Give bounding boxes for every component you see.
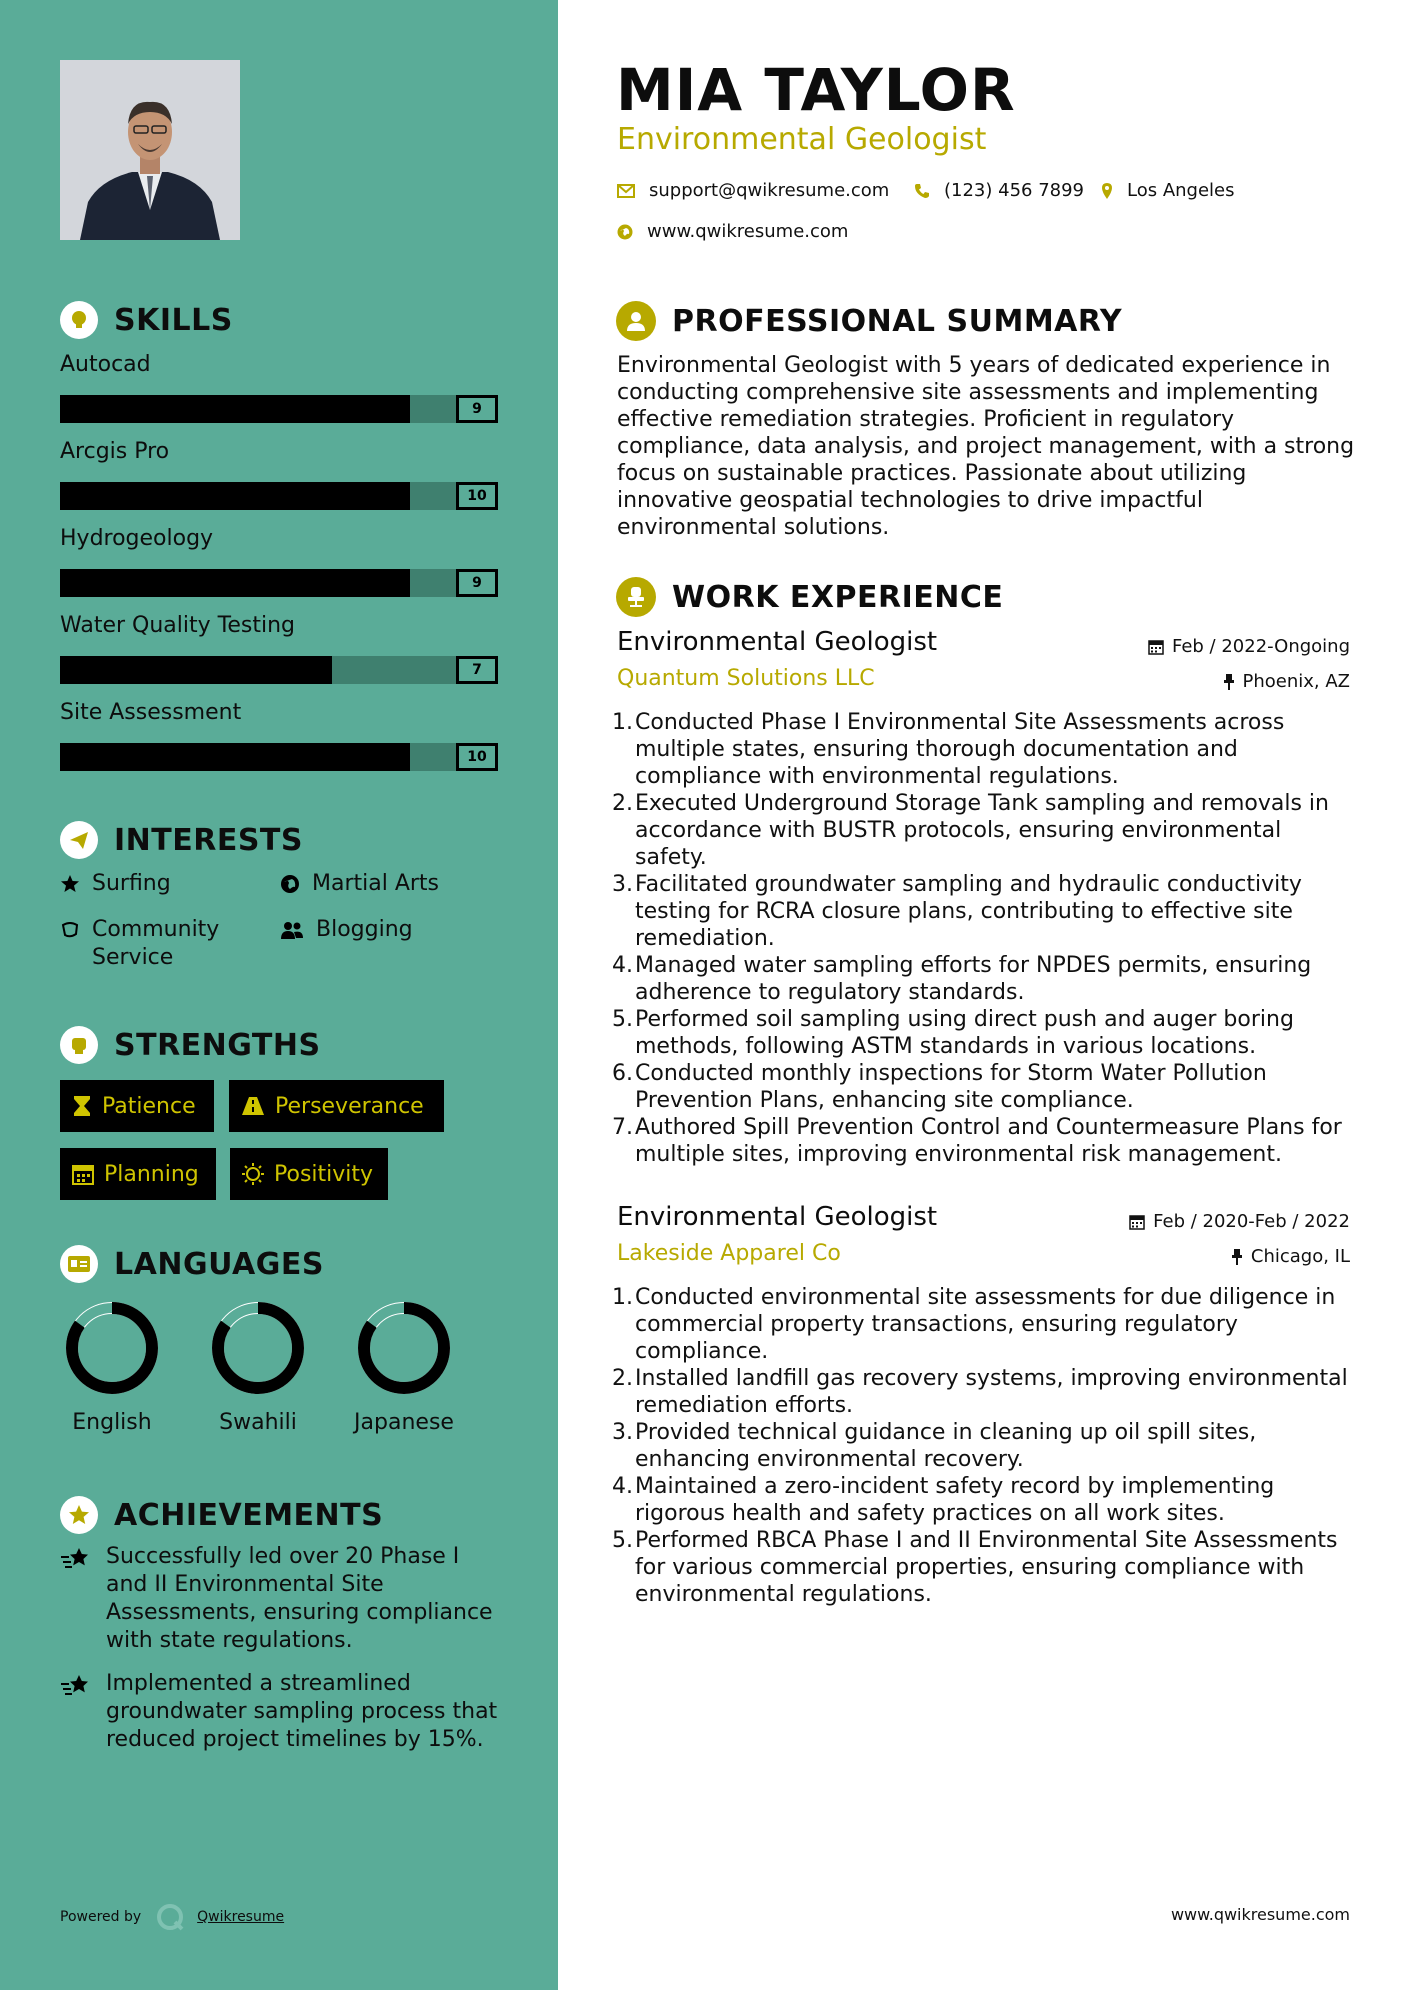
bullet-text: Executed Underground Storage Tank sampling and removals in accordance with BUSTR protocols, ensuring environmental safety. [635, 791, 1329, 870]
interest-label: Blogging [316, 917, 413, 942]
job-bullet [612, 1060, 1352, 1114]
summary-text: Environmental Geologist with 5 years of dedicated experience in conducting comprehensive site assessments and implementing effective remediation strategies. Proficient in regulatory compliance, data analysis, and project management, with a strong focus on sustainable practices. Passionate about utilizing innovative geospatial technologies to drive impactful environmental solutions. [617, 353, 1355, 540]
job-dates [1129, 1211, 1350, 1232]
bullet-number: 1. [612, 1285, 633, 1310]
pushpin-icon [1231, 1248, 1243, 1266]
star-icon [60, 874, 80, 894]
strength-tag [230, 1148, 388, 1200]
hand-icon [60, 920, 80, 940]
bullet-text: Conducted monthly inspections for Storm Water Pollution Prevention Plans, enhancing site compliance. [635, 1061, 1267, 1113]
skill-bar [60, 656, 498, 684]
candidate-name: MIA TAYLOR [616, 56, 1016, 124]
skill-name: Hydrogeology [60, 526, 214, 551]
strength-label: Positivity [274, 1161, 374, 1187]
bullet-text: Performed RBCA Phase I and II Environmental Site Assessments for various commercial properties, ensuring compliance with environmental regulations. [635, 1528, 1338, 1607]
skill-score: 9 [456, 395, 498, 423]
profile-photo [60, 60, 240, 240]
skill-bar [60, 395, 498, 423]
skill-item [60, 526, 498, 591]
users-icon [280, 920, 304, 940]
summary-title: PROFESSIONAL SUMMARY [672, 303, 1123, 339]
bullet-text: Authored Spill Prevention Control and Countermeasure Plans for multiple sites, improving environmental risk management. [635, 1115, 1342, 1167]
strengths-title: STRENGTHS [114, 1027, 321, 1063]
language-ring [52, 1300, 172, 1400]
job-bullet [612, 1114, 1352, 1168]
language-item [344, 1300, 464, 1435]
skill-item [60, 439, 498, 504]
email-text: support@qwikresume.com [649, 180, 890, 201]
skills-title: SKILLS [114, 302, 233, 338]
job-bullet [612, 709, 1352, 790]
skill-name: Arcgis Pro [60, 439, 170, 464]
language-name: Japanese [354, 1410, 454, 1435]
languages-title: LANGUAGES [114, 1246, 324, 1282]
skill-name: Water Quality Testing [60, 613, 295, 638]
strength-tag [60, 1148, 216, 1200]
globe-icon [617, 224, 633, 240]
paper-plane-icon [60, 821, 98, 859]
skill-score: 10 [456, 482, 498, 510]
job-title: Environmental Geologist [617, 1202, 938, 1232]
candidate-role: Environmental Geologist [617, 122, 987, 157]
job-dates-text: Feb / 2022-Ongoing [1171, 636, 1350, 657]
summary-heading [616, 301, 1122, 341]
job-dates [1148, 636, 1350, 657]
skill-bar-fill [60, 395, 410, 423]
skill-item [60, 613, 498, 678]
user-icon [616, 301, 656, 341]
phone-icon [914, 183, 930, 199]
calendar-icon [1129, 1214, 1145, 1230]
job-company: Lakeside Apparel Co [617, 1241, 841, 1266]
job-dates-text: Feb / 2020-Feb / 2022 [1153, 1211, 1350, 1232]
job-bullet [612, 1527, 1352, 1608]
bullet-number: 4. [612, 1474, 633, 1499]
bullet-text: Maintained a zero-incident safety record by implementing rigorous health and safety practices on all work sites. [635, 1474, 1275, 1526]
language-item [198, 1300, 318, 1435]
globe-icon [280, 874, 300, 894]
job-title: Environmental Geologist [617, 627, 938, 657]
strength-label: Planning [104, 1161, 199, 1187]
job-bullet [612, 1284, 1352, 1365]
sun-icon [242, 1163, 264, 1185]
bullet-text: Facilitated groundwater sampling and hydraulic conductivity testing for RCRA closure plans, contributing to effective site remediation. [635, 872, 1302, 951]
languages-heading [60, 1244, 324, 1284]
language-name: English [72, 1410, 152, 1435]
interest-item [280, 916, 413, 944]
contact-phone[interactable] [914, 180, 1084, 201]
experience-heading [616, 577, 1003, 617]
job-bullet [612, 952, 1352, 1006]
bullet-number: 5. [612, 1007, 633, 1032]
skill-bar-fill [60, 482, 410, 510]
job-bullet [612, 1473, 1352, 1527]
language-ring [344, 1300, 464, 1400]
achievement-item [60, 1670, 500, 1754]
strength-tag [229, 1080, 444, 1132]
job-bullet [612, 1006, 1352, 1060]
skill-score: 7 [456, 656, 498, 684]
skill-bar [60, 743, 498, 771]
calendar-icon [72, 1163, 94, 1185]
website-text: www.qwikresume.com [647, 221, 849, 242]
envelope-icon [617, 184, 635, 198]
bullet-number: 4. [612, 953, 633, 978]
achievements-heading [60, 1495, 383, 1535]
job-bullet [612, 1419, 1352, 1473]
bullet-number: 3. [612, 872, 633, 897]
bullet-text: Performed soil sampling using direct push and auger boring methods, following ASTM standards in various locations. [635, 1007, 1294, 1059]
skill-item [60, 352, 498, 417]
interests-heading [60, 820, 303, 860]
interests-title: INTERESTS [114, 822, 303, 858]
road-icon [241, 1096, 265, 1116]
fist-icon [60, 1026, 98, 1064]
shooting-star-icon [60, 1672, 92, 1700]
location-text: Los Angeles [1127, 180, 1235, 201]
skill-item [60, 700, 498, 765]
job-location-text: Phoenix, AZ [1242, 671, 1350, 692]
job-bullet [612, 790, 1352, 871]
skill-name: Site Assessment [60, 700, 242, 725]
job-location [1223, 671, 1351, 692]
job-bullet [612, 871, 1352, 952]
skills-heading [60, 300, 233, 340]
skill-bar-fill [60, 569, 410, 597]
qwikresume-logo-icon [155, 1902, 185, 1932]
job-bullets [612, 709, 1352, 1168]
calendar-icon [1148, 639, 1164, 655]
strengths-heading [60, 1025, 321, 1065]
bullet-text: Provided technical guidance in cleaning up oil spill sites, enhancing environmental recovery. [635, 1420, 1257, 1472]
interest-label: Community Service [92, 917, 220, 970]
office-chair-icon [616, 577, 656, 617]
achievement-text: Successfully led over 20 Phase I and II Environmental Site Assessments, ensuring compliance with state regulations. [106, 1544, 493, 1653]
bullet-number: 2. [612, 791, 633, 816]
job-company: Quantum Solutions LLC [617, 666, 875, 691]
qwikresume-link[interactable]: Qwikresume [197, 1909, 285, 1925]
lightbulb-icon [60, 301, 98, 339]
bullet-number: 3. [612, 1420, 633, 1445]
contact-email[interactable] [617, 180, 889, 201]
bullet-text: Installed landfill gas recovery systems, improving environmental remediation efforts. [635, 1366, 1348, 1418]
strength-tag [60, 1080, 214, 1132]
contact-website[interactable] [617, 221, 848, 242]
skill-bar [60, 482, 498, 510]
skill-bar-fill [60, 656, 332, 684]
shooting-star-icon [60, 1545, 92, 1573]
skill-score: 10 [456, 743, 498, 771]
interest-item [60, 916, 260, 972]
bullet-text: Conducted Phase I Environmental Site Assessments across multiple states, ensuring thorough documentation and compliance with environmental regulations. [635, 710, 1285, 789]
experience-title: WORK EXPERIENCE [672, 579, 1004, 615]
job-bullets [612, 1284, 1352, 1608]
job-bullet [612, 1365, 1352, 1419]
language-item [52, 1300, 172, 1435]
footer-url[interactable]: www.qwikresume.com [1170, 1905, 1350, 1924]
bullet-text: Conducted environmental site assessments for due diligence in commercial property transactions, ensuring regulatory compliance. [635, 1285, 1336, 1364]
phone-text: (123) 456 7899 [944, 180, 1085, 201]
star-badge-icon [60, 1496, 98, 1534]
skill-bar-fill [60, 743, 410, 771]
job-location-text: Chicago, IL [1250, 1246, 1350, 1267]
strength-label: Perseverance [275, 1093, 424, 1119]
powered-by [60, 1902, 284, 1932]
contact-location [1101, 180, 1235, 201]
bullet-number: 6. [612, 1061, 633, 1086]
achievement-item [60, 1543, 500, 1655]
bullet-number: 5. [612, 1528, 633, 1553]
bullet-text: Managed water sampling efforts for NPDES permits, ensuring adherence to regulatory standards. [635, 953, 1312, 1005]
id-card-icon [60, 1245, 98, 1283]
interest-item [60, 870, 171, 898]
bullet-number: 7. [612, 1115, 633, 1140]
interest-label: Martial Arts [312, 871, 440, 896]
bullet-number: 1. [612, 710, 633, 735]
bullet-number: 2. [612, 1366, 633, 1391]
powered-by-label: Powered by [60, 1909, 142, 1925]
achievements-title: ACHIEVEMENTS [114, 1497, 384, 1533]
skill-score: 9 [456, 569, 498, 597]
sidebar [0, 0, 558, 1990]
pushpin-icon [1223, 673, 1235, 691]
interest-label: Surfing [92, 871, 171, 896]
skill-bar [60, 569, 498, 597]
job-location [1231, 1246, 1350, 1267]
hourglass-icon [72, 1095, 92, 1117]
language-ring [198, 1300, 318, 1400]
interest-item [280, 870, 439, 898]
strength-label: Patience [102, 1093, 196, 1119]
achievement-text: Implemented a streamlined groundwater sampling process that reduced project timelines by 15%. [106, 1671, 498, 1752]
map-marker-icon [1101, 182, 1113, 200]
language-name: Swahili [219, 1410, 297, 1435]
skill-name: Autocad [60, 352, 151, 377]
